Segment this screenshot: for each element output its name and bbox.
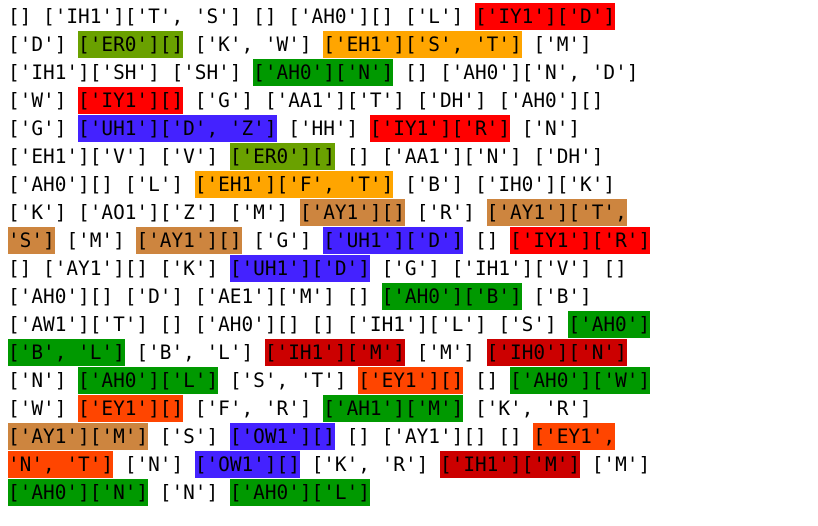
highlighted-phoneme-segment: 'N', 'T'] [8, 453, 114, 476]
plain-text-segment: ['W'] [8, 397, 79, 420]
plain-text-segment: ['K'] ['AO1']['Z'] ['M'] [8, 201, 300, 224]
plain-text-segment: ['S', 'T'] [218, 369, 359, 392]
highlighted-phoneme-segment: ['UH1']['D'] [229, 257, 370, 280]
highlighted-phoneme-segment: ['AH0']['L'] [78, 369, 219, 392]
highlighted-phoneme-segment: ['AY1']['M'] [8, 425, 149, 448]
highlighted-phoneme-segment: ['AH0']['W'] [510, 369, 651, 392]
plain-text-segment: ['R'] [404, 201, 487, 224]
highlighted-phoneme-segment: ['AH0']['L'] [229, 481, 370, 504]
highlighted-phoneme-segment: ['AH0']['B'] [381, 285, 522, 308]
highlighted-phoneme-segment: ['OW1'][] [194, 453, 300, 476]
text-line [8, 31, 818, 59]
highlighted-phoneme-segment: ['EY1', [533, 425, 616, 448]
text-line [8, 339, 818, 367]
plain-text-segment: ['G'] [8, 117, 79, 140]
plain-text-segment: ['K', 'W'] [183, 33, 324, 56]
text-line [8, 171, 818, 199]
plain-text-segment: [] [463, 229, 511, 252]
highlighted-phoneme-segment: ['B', 'L'] [8, 341, 125, 364]
plain-text-segment: ['M'] [54, 229, 137, 252]
plain-text-segment: ['S'] [148, 425, 230, 448]
highlighted-phoneme-segment: ['IH0']['N'] [486, 341, 627, 364]
plain-text-segment: ['HH'] [276, 117, 370, 140]
highlighted-phoneme-segment: ['IH1']['M'] [439, 453, 581, 476]
highlighted-phoneme-segment: ['EY1'][] [78, 397, 184, 420]
highlighted-phoneme-segment: ['EY1'][] [358, 369, 464, 392]
highlighted-phoneme-segment: ['OW1'][] [229, 425, 335, 448]
plain-text-segment: [] ['AA1']['N'] ['DH'] [334, 145, 604, 168]
plain-text-segment: ['EH1']['V'] ['V'] [8, 145, 230, 168]
plain-text-segment: ['M'] [521, 33, 592, 56]
plain-text-segment: ['K', 'R'] [299, 453, 440, 476]
highlighted-phoneme-segment: ['ER0'][] [78, 33, 184, 56]
text-line [8, 451, 818, 479]
plain-text-segment: [] ['AY1'][] ['K'] [8, 257, 230, 280]
plain-text-segment: ['N'] [510, 117, 581, 140]
plain-text-segment: ['B'] [521, 285, 592, 308]
highlighted-phoneme-segment: ['EH1']['F', 'T'] [194, 173, 394, 196]
highlighted-phoneme-segment: ['IY1'][] [78, 89, 184, 112]
highlighted-phoneme-segment: ['UH1']['D', 'Z'] [78, 117, 277, 140]
text-line [8, 395, 818, 423]
text-line [8, 199, 818, 227]
highlighted-phoneme-segment: 'S'] [8, 229, 55, 252]
text-line [8, 479, 818, 507]
highlighted-phoneme-segment: ['AY1'][] [299, 201, 405, 224]
plain-text-segment: ['W'] [8, 89, 79, 112]
phoneme-text-area [8, 3, 818, 507]
plain-text-segment: ['M'] [580, 453, 651, 476]
text-line [8, 59, 818, 87]
plain-text-segment: ['AW1']['T'] [] ['AH0'][] [] ['IH1']['L'] ['S'] [8, 313, 569, 336]
plain-text-segment: ['K', 'R'] [463, 397, 592, 420]
plain-text-segment: ['N'] [113, 453, 195, 476]
highlighted-phoneme-segment: ['IY1']['D'] [474, 5, 616, 28]
plain-text-segment: ['IH1']['SH'] ['SH'] [8, 61, 254, 84]
highlighted-phoneme-segment: ['IH1']['M'] [264, 341, 405, 364]
plain-text-segment: [] ['AH0']['N', 'D'] [393, 61, 639, 84]
highlighted-phoneme-segment: ['EH1']['S', 'T'] [323, 33, 522, 56]
text-line [8, 3, 818, 31]
plain-text-segment: ['AH0'][] ['L'] [8, 173, 195, 196]
plain-text-segment: ['N'] [148, 481, 230, 504]
plain-text-segment: ['G'] [241, 229, 324, 252]
text-line [8, 283, 818, 311]
plain-text-segment: ['B'] ['IH0']['K'] [393, 173, 616, 196]
plain-text-segment: [] ['IH1']['T', 'S'] [] ['AH0'][] ['L'] [8, 5, 475, 28]
highlighted-phoneme-segment: ['IY1']['R'] [369, 117, 511, 140]
plain-text-segment: ['N'] [8, 369, 79, 392]
text-line [8, 423, 818, 451]
plain-text-segment: ['B', 'L'] [124, 341, 265, 364]
highlighted-phoneme-segment: ['ER0'][] [229, 145, 335, 168]
highlighted-phoneme-segment: ['AH1']['M'] [323, 397, 464, 420]
text-line [8, 255, 818, 283]
text-line [8, 87, 818, 115]
highlighted-phoneme-segment: ['AH0']['N'] [8, 481, 149, 504]
plain-text-segment: ['G'] ['IH1']['V'] [] [369, 257, 627, 280]
text-line [8, 115, 818, 143]
text-line [8, 367, 818, 395]
plain-text-segment: ['M'] [404, 341, 487, 364]
plain-text-segment: ['G'] ['AA1']['T'] ['DH'] ['AH0'][] [183, 89, 604, 112]
highlighted-phoneme-segment: ['UH1']['D'] [323, 229, 464, 252]
highlighted-phoneme-segment: ['AY1'][] [136, 229, 242, 252]
plain-text-segment: [] [463, 369, 511, 392]
text-line [8, 311, 818, 339]
plain-text-segment: ['AH0'][] ['D'] ['AE1']['M'] [] [8, 285, 382, 308]
highlighted-phoneme-segment: ['AH0'] [568, 313, 651, 336]
plain-text-segment: ['D'] [8, 33, 79, 56]
highlighted-phoneme-segment: ['AY1']['T', [486, 201, 627, 224]
highlighted-phoneme-segment: ['AH0']['N'] [253, 61, 394, 84]
text-line [8, 143, 818, 171]
text-line [8, 227, 818, 255]
highlighted-phoneme-segment: ['IY1']['R'] [510, 229, 651, 252]
plain-text-segment: [] ['AY1'][] [] [334, 425, 534, 448]
plain-text-segment: ['F', 'R'] [183, 397, 324, 420]
